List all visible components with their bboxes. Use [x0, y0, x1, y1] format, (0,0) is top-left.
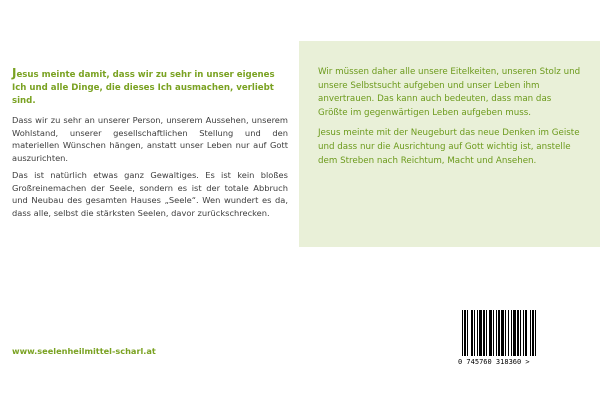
barcode [456, 306, 566, 366]
panel-paragraph-2: Jesus meinte mit der Neugeburt das neue Denken im Geiste und dass nur die Ausrichtung auf Gott wichtig ist, anstelle dem Streben nach Reichtum, Macht und Ansehen. [318, 128, 580, 166]
intro-text: esus meinte damit, dass wir zu sehr in unser eigenes Ich und alle Dinge, die dieses Ich ausmachen, verliebt sind. [12, 70, 275, 106]
intro-paragraph [12, 68, 288, 108]
drop-initial: J [12, 66, 17, 80]
quote-panel-content [318, 66, 583, 175]
website-url: www.seelenheilmittel-scharl.at [12, 346, 156, 356]
barcode-graphic [456, 306, 566, 366]
quote-panel [299, 41, 600, 247]
barcode-digits: 0 745760 318360 > [458, 358, 530, 366]
body-paragraph-1: Dass wir zu sehr an unserer Person, unserem Aussehen, unserem Wohlstand, unserer gesellschaftlichen Stellung und den materiellen Wünschen hängen, anstatt unser Leben nur auf Gott auszurichten. [12, 115, 288, 163]
body-paragraph-2: Das ist natürlich etwas ganz Gewaltiges. Es ist kein bloßes Großreinemachen der Seele, sondern es ist der totale Abbruch und Neubau des gesamten Hauses „Seele“. Wen wundert es da, dass alle, selbst die stärksten Seelen, davor zurückschrecken. [12, 170, 288, 218]
panel-paragraph-1: Wir müssen daher alle unsere Eitelkeiten, unseren Stolz und unsere Selbstsucht aufgeben und unser Leben ihm anvertrauen. Das kann auch bedeuten, dass man das Größte im gegenwärtigen Leben aufgeben muss. [318, 67, 581, 118]
left-column [12, 68, 288, 224]
